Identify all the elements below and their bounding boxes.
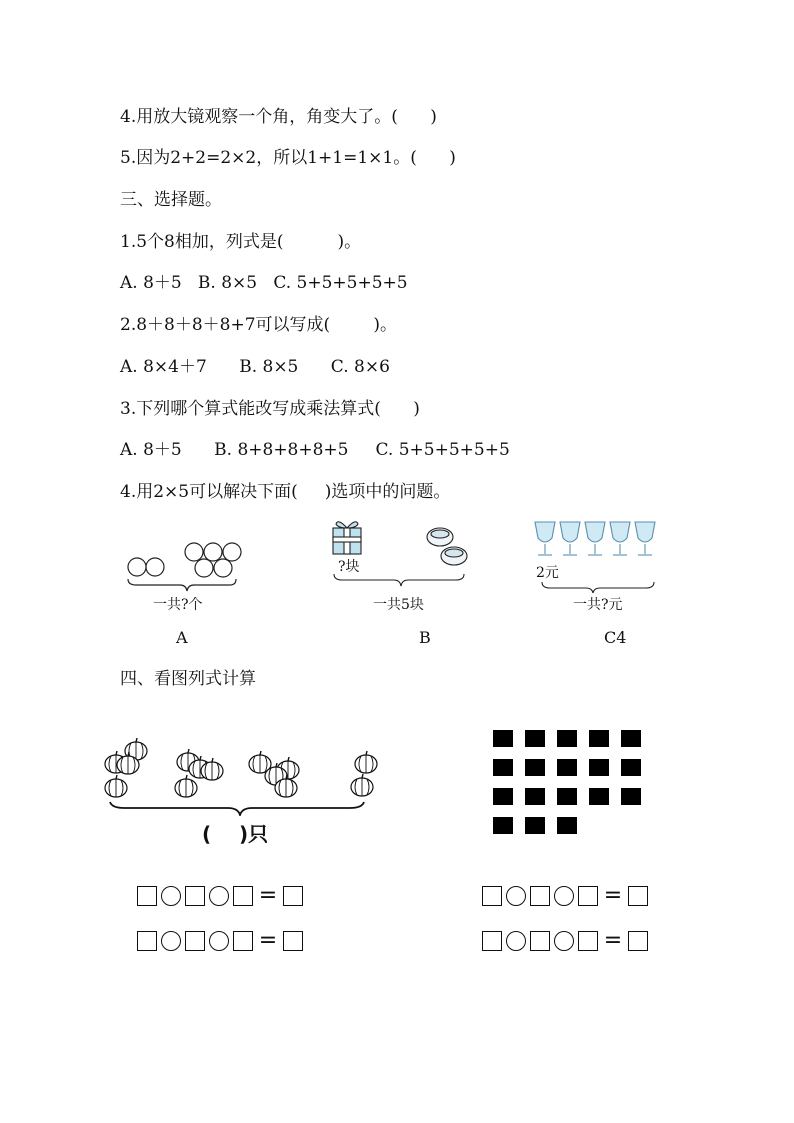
choice-question-3-options: A. 8＋5 B. 8+8+8+8+5 C. 5+5+5+5+5 <box>120 440 510 460</box>
option-c-label: C4 <box>604 628 627 647</box>
choice-question-2-options: A. 8×4＋7 B. 8×5 C. 8×6 <box>120 357 390 377</box>
pumpkin-equation-1[interactable]: = <box>137 883 303 908</box>
section-3-title: 三、选择题。 <box>120 190 222 210</box>
choice-question-4: 4.用2×5可以解决下面( )选项中的问题。 <box>120 482 451 502</box>
judgement-item-4: 4.用放大镜观察一个角，角变大了。( ) <box>120 107 437 127</box>
judgement-item-5: 5.因为2+2=2×2，所以1+1=1×1。( ) <box>120 148 456 168</box>
option-a-caption: 一共?个 <box>153 597 203 613</box>
square-equation-1[interactable]: = <box>482 883 648 908</box>
option-b-label: B <box>419 628 431 647</box>
choice-question-3: 3.下列哪个算式能改写成乘法算式( ) <box>120 399 420 419</box>
square-equation-2[interactable]: = <box>482 928 648 953</box>
option-c-figure <box>530 518 665 594</box>
choice-question-1-options: A. 8＋5 B. 8×5 C. 5+5+5+5+5 <box>120 273 408 293</box>
option-c-caption: 一共?元 <box>573 597 623 613</box>
choice-question-1: 1.5个8相加，列式是( )。 <box>120 232 362 252</box>
option-c-left-caption: 2元 <box>536 565 559 581</box>
option-a-figure <box>120 535 250 595</box>
option-b-caption: 一共5块 <box>373 597 424 613</box>
option-b-left-caption: ?块 <box>338 559 360 575</box>
pumpkin-equation-2[interactable]: = <box>137 928 303 953</box>
option-a-label: A <box>176 628 188 647</box>
pumpkin-caption: ( )只 <box>202 822 269 846</box>
option-b-figure <box>328 512 478 592</box>
pumpkin-figure <box>100 738 390 816</box>
choice-question-2: 2.8＋8＋8＋8+7可以写成( )。 <box>120 315 398 335</box>
section-4-title: 四、看图列式计算 <box>120 669 256 689</box>
